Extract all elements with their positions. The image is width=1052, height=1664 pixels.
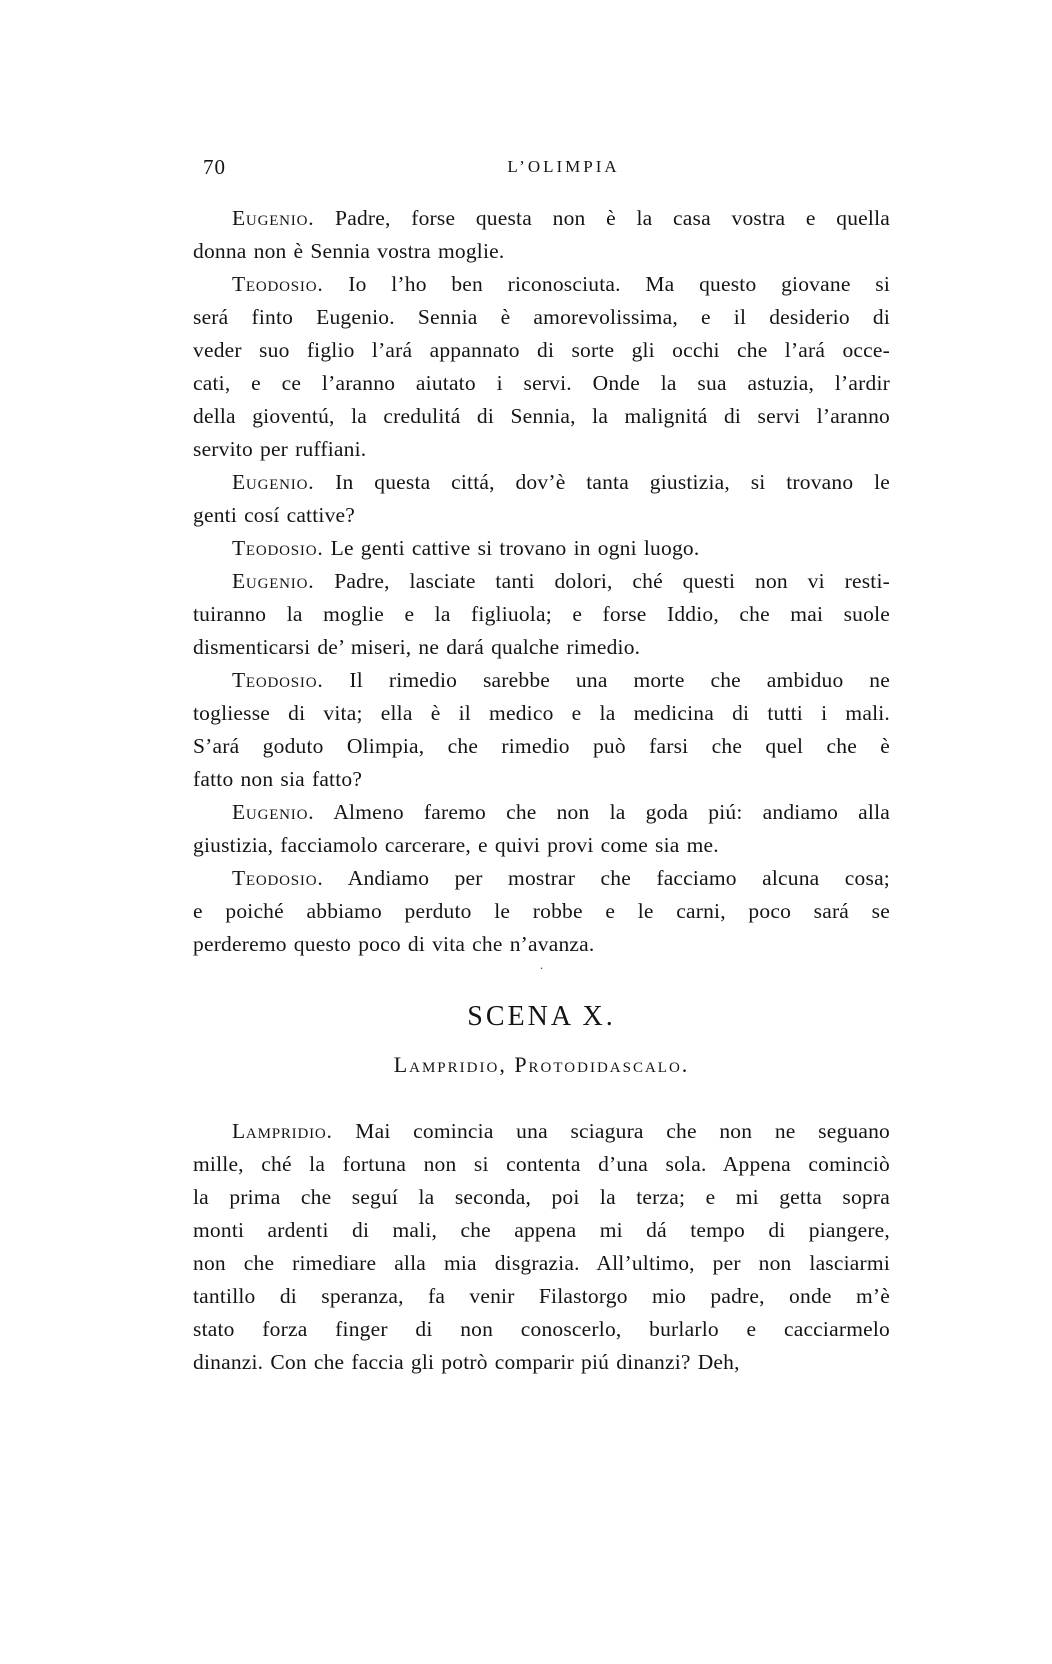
dialogue-line: donna non è Sennia vostra moglie. [193, 239, 505, 263]
speaker-name: Teodosio. [232, 272, 324, 296]
dialogue-lines: Lampridio. Mai comincia una sciagura che non ne seguano mille, ché la fortuna non si contenta d’una sola. Appena cominciò la prima che seguí la seconda, poi la terza; e mi getta sopra monti ardenti di mali, che appena mi dá tempo di piangere, non che rimediare alla mia disgrazia. All’ultimo, per non lasciarmi tantillo di speranza, fa venir Filastorgo mio padre, onde m’è stato forza finger di non conoscerlo, burlarlo e cacciarmelo [193, 1119, 890, 1341]
dialogue-paragraph [193, 664, 890, 796]
running-title: L’OLIMPIA [507, 157, 620, 176]
dialogue-line: genti cosí cattive? [193, 503, 356, 527]
speaker-name: Eugenio. [232, 470, 315, 494]
dialogue-line: fatto non sia fatto? [193, 767, 363, 791]
dialogue-line: dismenticarsi de’ miseri, ne dará qualche rimedio. [193, 635, 641, 659]
dialogue-line: giustizia, facciamolo carcerare, e quivi provi come sia me. [193, 833, 719, 857]
speaker-name: Eugenio. [232, 800, 315, 824]
dialogue-line: perderemo questo poco di vita che n’avanza. [193, 932, 595, 956]
running-head [193, 155, 890, 179]
dialogue-lines: Eugenio. In questa cittá, dov’è tanta giustizia, si trovano le [232, 470, 890, 494]
dialogue-paragraph [193, 565, 890, 664]
speaker-name: Teodosio. [232, 536, 324, 560]
scene-dialogue [193, 1115, 890, 1379]
page-number: 70 [203, 155, 226, 179]
dialogue-lines: Teodosio. Andiamo per mostrar che facciamo alcuna cosa; e poiché abbiamo perduto le robbe e le carni, poco sará se [193, 866, 890, 923]
dialogue-lines: Eugenio. Padre, forse questa non è la casa vostra e quella [232, 206, 890, 230]
dialogue-paragraph [193, 862, 890, 961]
dialogue-paragraph [193, 532, 890, 565]
dialogue-lines: Teodosio. Io l’ho ben riconosciuta. Ma questo giovane si será finto Eugenio. Sennia è amorevolissima, e il desiderio di veder suo figlio l’ará appannato di sorte gli occhi che l’ará occe- cati, e ce l’aranno aiutato i servi. Onde la sua astuzia, l’ardir della gioventú, la credulitá di Sennia, la malignitá di servi l’aranno [193, 272, 890, 428]
scene-characters: Lampridio, Protodidascalo. [393, 1052, 690, 1077]
dialogue-before [193, 202, 890, 961]
speaker-name: Eugenio. [232, 569, 315, 593]
dialogue-line: dinanzi. Con che faccia gli potrò comparir piú dinanzi? Deh, [193, 1350, 740, 1374]
section-separator-dot: . [539, 957, 544, 972]
speaker-name: Teodosio. [232, 668, 324, 692]
dialogue-lines: Eugenio. Padre, lasciate tanti dolori, ché questi non vi resti- tuiranno la moglie e la figliuola; e forse Iddio, che mai suole [193, 569, 890, 626]
scene-heading: SCENA X. [467, 1001, 616, 1032]
dialogue-lines: Teodosio. Il rimedio sarebbe una morte che ambiduo ne togliesse di vita; ella è il medico e la medicina di tutti i mali. S’ará goduto Olimpia, che rimedio può farsi che quel che è [193, 668, 890, 758]
dialogue-paragraph [193, 796, 890, 862]
speaker-name: Lampridio. [232, 1119, 333, 1143]
dialogue-paragraph [193, 1115, 890, 1379]
dialogue-line: servito per ruffiani. [193, 437, 367, 461]
dialogue-lines: Eugenio. Almeno faremo che non la goda piú: andiamo alla [232, 800, 890, 824]
speaker-name: Teodosio. [232, 866, 324, 890]
speaker-name: Eugenio. [232, 206, 315, 230]
dialogue-line: Teodosio. Le genti cattive si trovano in ogni luogo. [232, 536, 700, 560]
dialogue-paragraph [193, 466, 890, 532]
dialogue-paragraph [193, 202, 890, 268]
dialogue-paragraph [193, 268, 890, 466]
